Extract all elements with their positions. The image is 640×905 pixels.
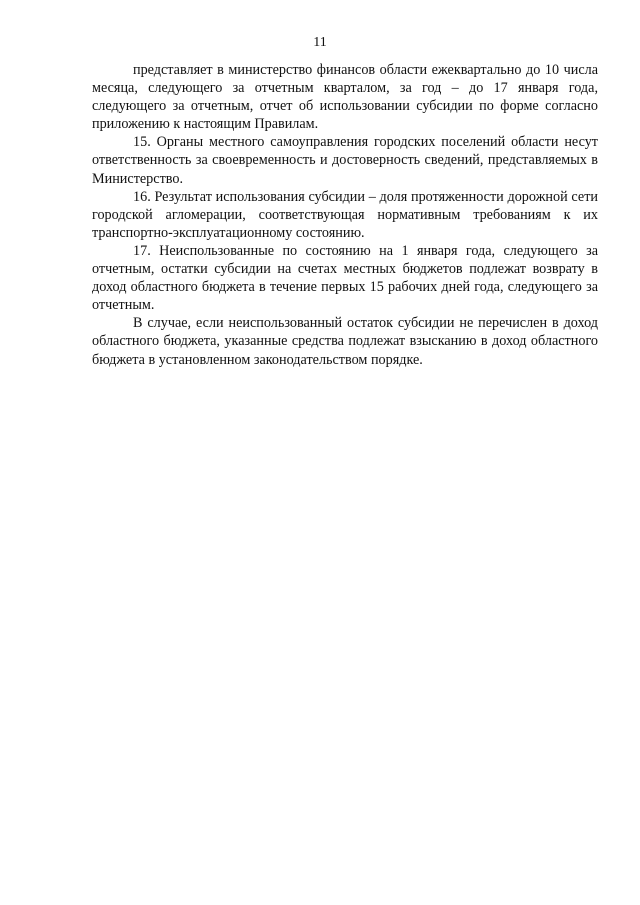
paragraph-recovery: В случае, если неиспользованный остаток субсидии не перечислен в доход областного бюджета, указанные средства подлежат взысканию в доход областного бюджета в установленном законодательством порядке. [92, 315, 598, 368]
paragraph-16-result: 16. Результат использования субсидии – доля протяженности дорожной сети городской агломерации, соответствующая нормативным требованиям к их транспортно-эксплуатационному состоянию. [92, 188, 598, 241]
page-number: 11 [313, 35, 327, 50]
paragraph-17-unused-balances: 17. Неиспользованные по состоянию на 1 января года, следующего за отчетным, остатки субсидии на счетах местных бюджетов подлежат возврату в доход областного бюджета в течение первых 15 рабочих дней года, следующего за отчетным. [92, 242, 598, 314]
paragraph-15-responsibility: 15. Органы местного самоуправления городских поселений области несут ответственность за своевременность и достоверность сведений, представляемых в Министерство. [92, 134, 598, 187]
document-body [92, 61, 598, 369]
paragraph-reporting-continuation: представляет в министерство финансов области ежеквартально до 10 числа месяца, следующего за отчетным кварталом, за год – до 17 января года, следующего за отчетным, отчет об использовании субсидии по форме согласно приложению к настоящим Правилам. [92, 62, 598, 133]
